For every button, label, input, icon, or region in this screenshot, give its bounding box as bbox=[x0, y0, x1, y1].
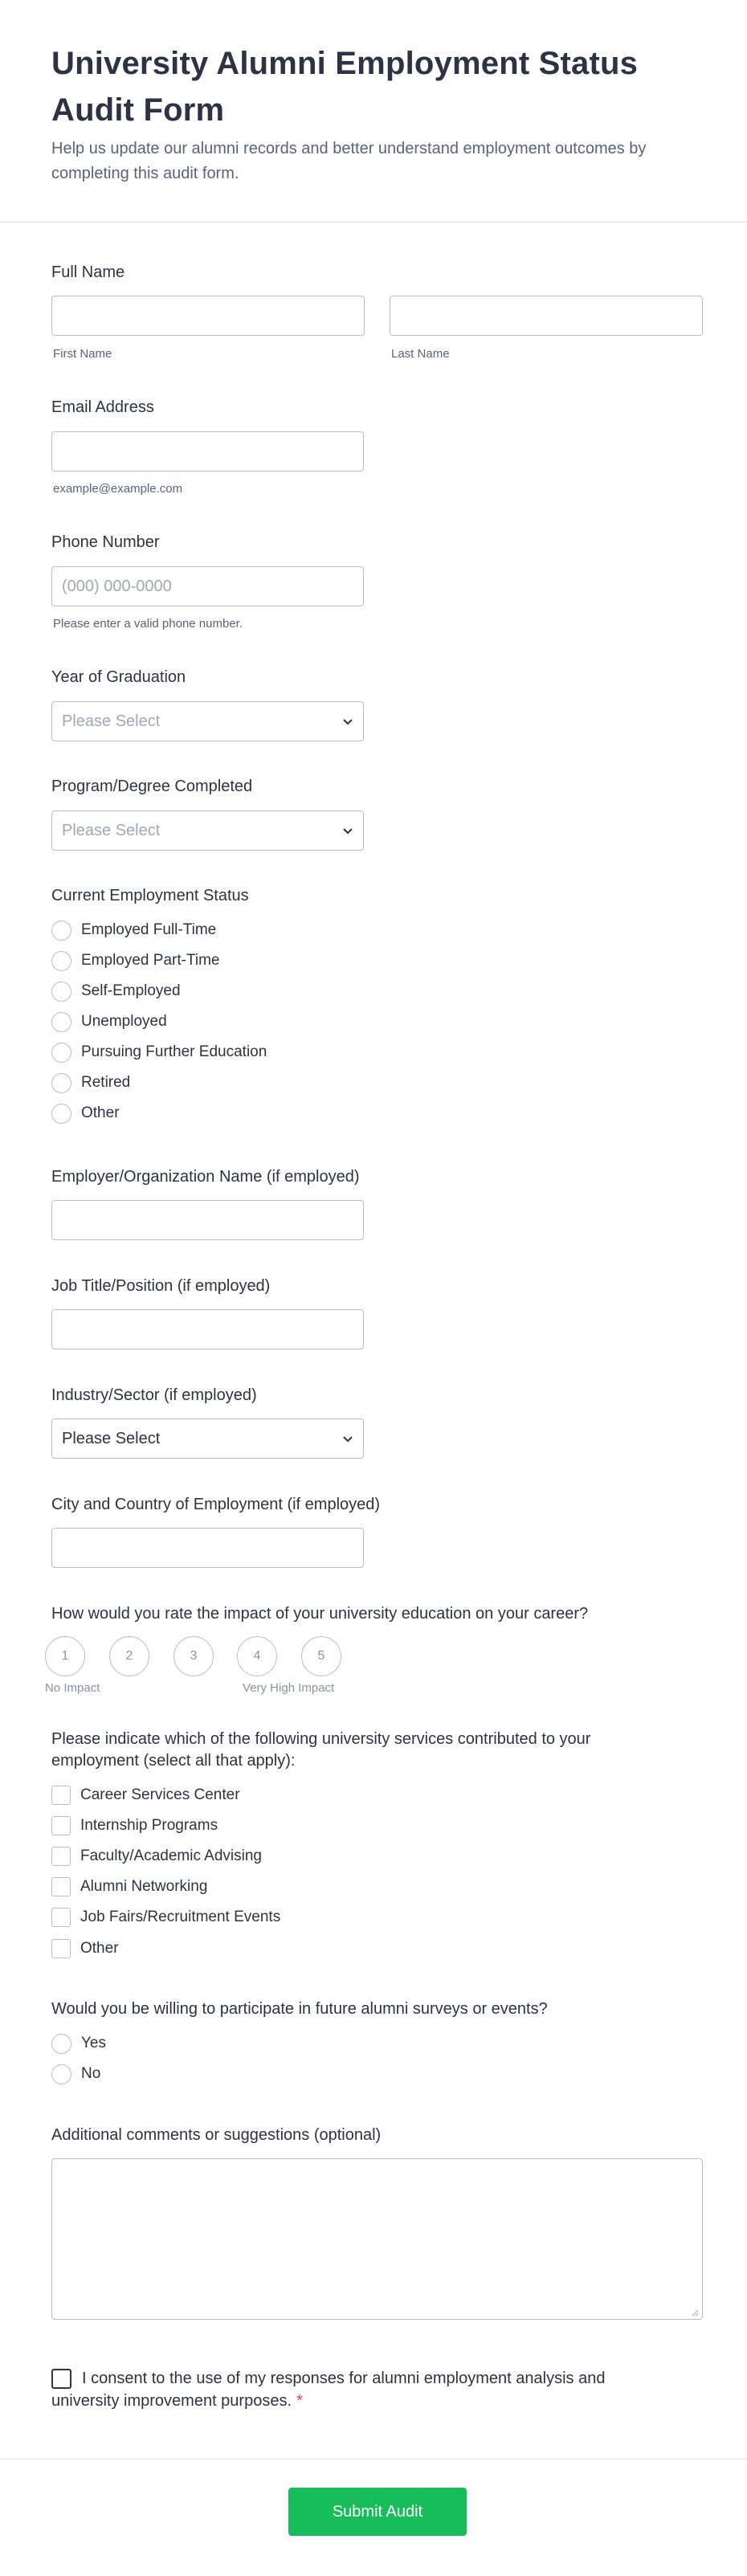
rating-min-label: No Impact bbox=[45, 1681, 100, 1695]
resize-grip-icon[interactable] bbox=[691, 2309, 699, 2317]
option-label: Faculty/Academic Advising bbox=[80, 1847, 262, 1864]
comments-label: Additional comments or suggestions (optional) bbox=[51, 2126, 382, 2144]
radio-button[interactable] bbox=[51, 921, 71, 941]
email-sublabel: example@example.com bbox=[53, 482, 183, 496]
option-label: Self-Employed bbox=[81, 982, 181, 999]
rating-option-5[interactable]: 5 bbox=[301, 1636, 341, 1676]
radio-button[interactable] bbox=[51, 2064, 71, 2084]
option-label: Internship Programs bbox=[80, 1817, 218, 1834]
employment-status-option[interactable] bbox=[51, 980, 181, 1002]
form-title: University Alumni Employment Status Audit Form bbox=[51, 46, 639, 128]
phone-sublabel: Please enter a valid phone number. bbox=[53, 617, 243, 631]
comments-textarea[interactable] bbox=[51, 2158, 703, 2320]
job-title-label: Job Title/Position (if employed) bbox=[51, 1277, 271, 1295]
option-label: Retired bbox=[81, 1074, 131, 1091]
services-option[interactable] bbox=[51, 1784, 240, 1806]
future-option-no[interactable] bbox=[51, 2063, 100, 2085]
services-option[interactable] bbox=[51, 1906, 280, 1929]
checkbox[interactable] bbox=[51, 1908, 71, 1927]
consent-text bbox=[51, 2367, 614, 2412]
option-label: Job Fairs/Recruitment Events bbox=[80, 1909, 281, 1925]
rating-max-label: Very High Impact bbox=[243, 1681, 335, 1695]
location-label: City and Country of Employment (if employed) bbox=[51, 1496, 381, 1513]
option-label: Unemployed bbox=[81, 1013, 167, 1030]
checkbox[interactable] bbox=[51, 1939, 71, 1958]
services-option[interactable] bbox=[51, 1815, 218, 1837]
rating-option-1[interactable]: 1 bbox=[45, 1636, 85, 1676]
radio-button[interactable] bbox=[51, 1043, 71, 1063]
chevron-down-icon bbox=[342, 825, 353, 836]
checkbox[interactable] bbox=[51, 1847, 71, 1866]
future-option-yes[interactable] bbox=[51, 2032, 106, 2055]
employment-status-option[interactable] bbox=[51, 949, 219, 972]
option-label: Alumni Networking bbox=[80, 1878, 208, 1895]
chevron-down-icon bbox=[342, 1433, 353, 1444]
employment-status-option[interactable] bbox=[51, 919, 216, 941]
form-header bbox=[0, 0, 747, 222]
industry-select[interactable] bbox=[51, 1419, 364, 1459]
location-input[interactable] bbox=[51, 1528, 364, 1568]
option-label: Employed Full-Time bbox=[81, 921, 217, 938]
footer-divider bbox=[0, 2459, 747, 2460]
option-label: Yes bbox=[81, 2035, 106, 2051]
submit-button[interactable]: Submit Audit bbox=[288, 2488, 467, 2536]
employment-status-label: Current Employment Status bbox=[51, 887, 249, 904]
program-label: Program/Degree Completed bbox=[51, 778, 253, 795]
employer-label: Employer/Organization Name (if employed) bbox=[51, 1168, 360, 1186]
option-label: No bbox=[81, 2065, 101, 2082]
first-name-input[interactable] bbox=[51, 296, 365, 336]
option-label: Other bbox=[80, 1940, 119, 1957]
graduation-year-selected: Please Select bbox=[62, 712, 161, 730]
radio-button[interactable] bbox=[51, 982, 71, 1002]
future-participation-label: Would you be willing to participate in future alumni surveys or events? bbox=[51, 2000, 548, 2018]
option-label: Pursuing Further Education bbox=[81, 1043, 267, 1060]
program-selected: Please Select bbox=[62, 821, 161, 839]
checkbox[interactable] bbox=[51, 1877, 71, 1896]
services-option[interactable] bbox=[51, 1876, 207, 1898]
employment-status-option[interactable] bbox=[51, 1010, 167, 1033]
program-select[interactable] bbox=[51, 810, 364, 851]
checkbox[interactable] bbox=[51, 1816, 71, 1835]
employment-status-option[interactable] bbox=[51, 1072, 130, 1094]
employment-status-option[interactable] bbox=[51, 1041, 267, 1063]
option-label: Career Services Center bbox=[80, 1786, 240, 1803]
services-label: Please indicate which of the following university services contributed to your employment (select all that apply): bbox=[51, 1730, 591, 1770]
form-description: Help us update our alumni records and better understand employment outcomes by completing this audit form. bbox=[51, 140, 647, 182]
rating-option-3[interactable]: 3 bbox=[173, 1636, 214, 1676]
phone-label: Phone Number bbox=[51, 533, 160, 551]
radio-button[interactable] bbox=[51, 1012, 71, 1032]
rating-option-2[interactable]: 2 bbox=[109, 1636, 149, 1676]
radio-button[interactable] bbox=[51, 2034, 71, 2054]
required-asterisk: * bbox=[296, 2392, 303, 2410]
first-name-sublabel: First Name bbox=[53, 347, 112, 361]
radio-button[interactable] bbox=[51, 1104, 71, 1124]
email-label: Email Address bbox=[51, 398, 154, 416]
phone-input[interactable] bbox=[51, 566, 364, 606]
radio-button[interactable] bbox=[51, 951, 71, 971]
services-option[interactable] bbox=[51, 1845, 262, 1868]
last-name-sublabel: Last Name bbox=[391, 347, 450, 361]
rating-option-4[interactable]: 4 bbox=[237, 1636, 277, 1676]
radio-button[interactable] bbox=[51, 1073, 71, 1093]
impact-label: How would you rate the impact of your university education on your career? bbox=[51, 1605, 589, 1623]
industry-label: Industry/Sector (if employed) bbox=[51, 1386, 257, 1404]
services-option[interactable] bbox=[51, 1937, 119, 1960]
option-label: Other bbox=[81, 1104, 120, 1121]
graduation-year-select[interactable] bbox=[51, 701, 364, 741]
email-input[interactable] bbox=[51, 431, 364, 472]
employment-status-option[interactable] bbox=[51, 1102, 120, 1125]
full-name-label: Full Name bbox=[51, 263, 125, 281]
option-label: Employed Part-Time bbox=[81, 952, 220, 969]
job-title-input[interactable] bbox=[51, 1309, 364, 1349]
chevron-down-icon bbox=[342, 716, 353, 727]
employer-input[interactable] bbox=[51, 1200, 364, 1240]
checkbox[interactable] bbox=[51, 1786, 71, 1805]
last-name-input[interactable] bbox=[390, 296, 703, 336]
graduation-year-label: Year of Graduation bbox=[51, 668, 186, 686]
industry-selected: Please Select bbox=[62, 1429, 161, 1447]
consent-label: I consent to the use of my responses for alumni employment analysis and university improvement purposes. bbox=[51, 2370, 606, 2410]
